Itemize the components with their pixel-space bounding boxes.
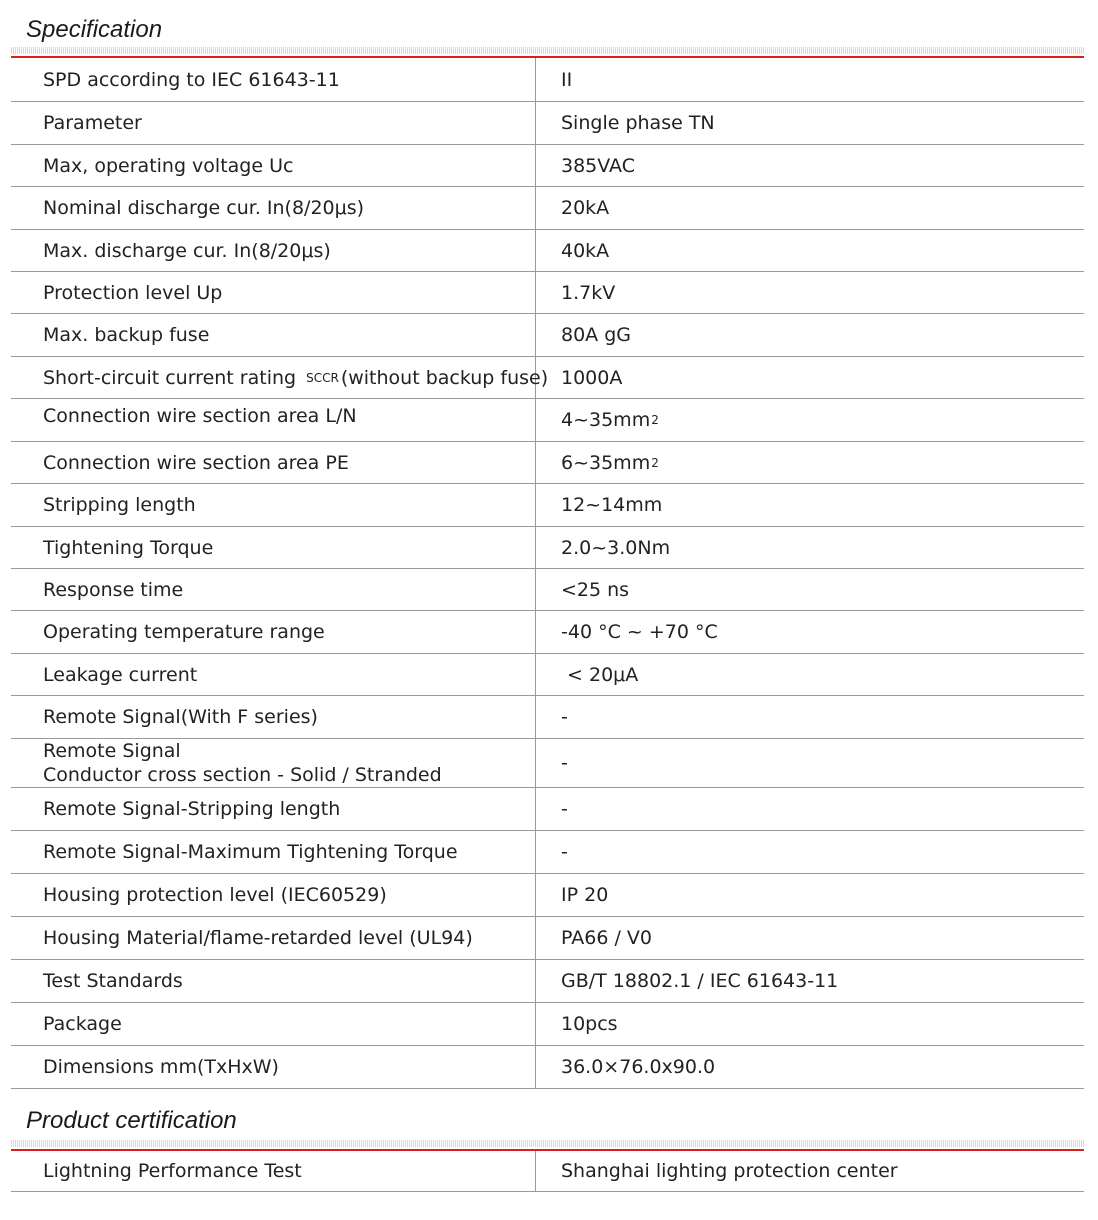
param-cell: Dimensions mm(TxHxW) bbox=[11, 1046, 536, 1088]
value-cell: PA66 / V0 bbox=[561, 927, 652, 949]
table-row bbox=[11, 484, 1084, 527]
table-row bbox=[11, 654, 1084, 696]
param-cell: Connection wire section area PE bbox=[11, 442, 536, 483]
cert-section-title: Product certification bbox=[26, 1107, 237, 1134]
param-cell: SPD according to IEC 61643-11 bbox=[11, 58, 536, 101]
value-cell: <25 ns bbox=[561, 578, 630, 601]
value-cell: 80A gG bbox=[561, 324, 631, 346]
value-cell: < 20μA bbox=[561, 663, 639, 686]
value-text: 6~35mm bbox=[561, 451, 651, 474]
table-row bbox=[11, 874, 1084, 917]
param-cell: Connection wire section area L/N bbox=[11, 399, 536, 441]
param-text-suffix: (without backup fuse) bbox=[340, 366, 549, 389]
table-row bbox=[11, 788, 1084, 831]
table-row bbox=[11, 230, 1084, 272]
value-cell: II bbox=[561, 68, 573, 91]
table-row bbox=[11, 58, 1084, 102]
table-row bbox=[11, 102, 1084, 145]
param-cell bbox=[11, 739, 536, 787]
value-cell: - bbox=[561, 798, 568, 820]
param-cell: Protection level Up bbox=[11, 272, 536, 313]
value-cell: 1.7kV bbox=[561, 281, 616, 304]
param-cell bbox=[11, 357, 549, 398]
table-row bbox=[11, 314, 1084, 357]
spec-section-title: Specification bbox=[26, 16, 163, 43]
param-cell: Remote Signal-Maximum Tightening Torque bbox=[11, 831, 536, 873]
value-cell: Single phase TN bbox=[561, 112, 715, 134]
table-row bbox=[11, 187, 1084, 230]
param-cell: Remote Signal-Stripping length bbox=[11, 788, 536, 830]
table-row bbox=[11, 1046, 1084, 1089]
table-row bbox=[11, 960, 1084, 1003]
table-row bbox=[11, 145, 1084, 187]
table-row bbox=[11, 527, 1084, 569]
table-row bbox=[11, 399, 1084, 442]
spec-table bbox=[11, 58, 1084, 1089]
param-cell: Lightning Performance Test bbox=[11, 1151, 536, 1191]
table-row bbox=[11, 917, 1084, 960]
param-cell: Response time bbox=[11, 569, 536, 610]
value-cell bbox=[536, 399, 1084, 441]
value-cell: - bbox=[561, 706, 568, 728]
param-cell: Tightening Torque bbox=[11, 527, 536, 568]
param-cell: Stripping length bbox=[11, 484, 536, 526]
value-cell: 36.0×76.0x90.0 bbox=[561, 1056, 716, 1078]
param-cell: Max. backup fuse bbox=[11, 314, 536, 356]
param-line-1: Remote Signal bbox=[43, 740, 181, 762]
value-cell: 385VAC bbox=[561, 154, 635, 177]
value-cell: 12~14mm bbox=[561, 494, 663, 516]
value-cell: 10pcs bbox=[561, 1013, 618, 1035]
param-line-2: Conductor cross section - Solid / Stranded bbox=[43, 764, 442, 786]
table-row bbox=[11, 569, 1084, 611]
param-cell: Operating temperature range bbox=[11, 611, 536, 653]
value-cell: Shanghai lighting protection center bbox=[561, 1160, 898, 1182]
table-row bbox=[11, 272, 1084, 314]
param-text: Short-circuit current rating bbox=[43, 366, 297, 389]
value-cell: 1000A bbox=[561, 366, 623, 389]
value-cell: GB/T 18802.1 / IEC 61643-11 bbox=[561, 970, 839, 992]
table-row bbox=[11, 831, 1084, 874]
value-text: 4~35mm bbox=[561, 409, 651, 431]
spec-header-stripe bbox=[11, 47, 1084, 54]
value-cell: - bbox=[561, 752, 568, 774]
param-cell: Remote Signal(With F series) bbox=[11, 696, 536, 738]
param-cell: Nominal discharge cur. In(8/20μs) bbox=[11, 187, 536, 229]
value-cell: - bbox=[561, 841, 568, 863]
param-cell: Max, operating voltage Uc bbox=[11, 145, 536, 186]
table-row bbox=[11, 357, 1084, 399]
table-row bbox=[11, 739, 1084, 788]
table-row bbox=[11, 442, 1084, 484]
value-cell: -40 °C ~ +70 °C bbox=[561, 621, 718, 643]
table-row bbox=[11, 611, 1084, 654]
value-cell bbox=[536, 442, 1084, 483]
param-cell: Housing Material/flame-retarded level (UL94) bbox=[11, 917, 536, 959]
param-cell: Parameter bbox=[11, 102, 536, 144]
param-cell: Test Standards bbox=[11, 960, 536, 1002]
value-cell: IP 20 bbox=[561, 884, 609, 906]
table-row bbox=[11, 696, 1084, 739]
param-subscript: SCCR bbox=[306, 370, 339, 385]
table-row bbox=[11, 1151, 1084, 1192]
param-cell: Package bbox=[11, 1003, 536, 1045]
value-superscript: 2 bbox=[651, 413, 659, 427]
value-cell: 40kA bbox=[561, 239, 610, 262]
param-cell: Housing protection level (IEC60529) bbox=[11, 874, 536, 916]
cert-table bbox=[11, 1151, 1084, 1192]
value-cell: 2.0~3.0Nm bbox=[561, 536, 671, 559]
param-cell: Max. discharge cur. In(8/20μs) bbox=[11, 230, 536, 271]
table-row bbox=[11, 1003, 1084, 1046]
cert-header-stripe bbox=[11, 1140, 1084, 1147]
value-cell: 20kA bbox=[561, 197, 610, 219]
value-superscript: 2 bbox=[651, 455, 659, 470]
param-cell: Leakage current bbox=[11, 654, 536, 695]
